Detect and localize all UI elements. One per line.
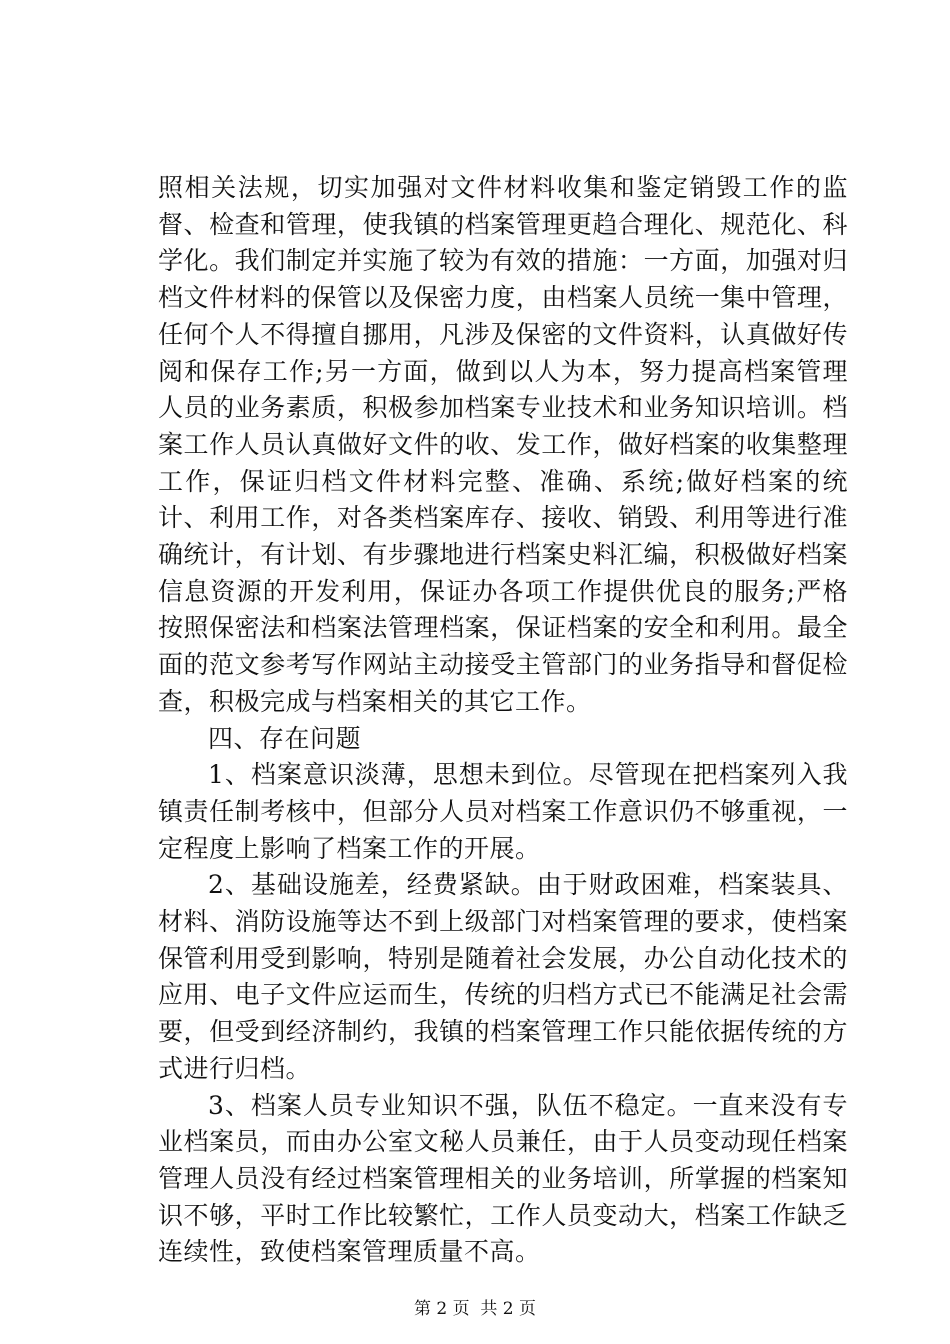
body-paragraph-continued: 照相关法规，切实加强对文件材料收集和鉴定销毁工作的监督、检查和管理，使我镇的档案管理更趋合理化、规范化、科学化。我们制定并实施了较为有效的措施：一方面，加强对归档文件材料的保管以及保密力度，由档案人员统一集中管理，任何个人不得擅自挪用，凡涉及保密的文件资料，认真做好传阅和保存工作;另一方面，做到以人为本，努力提高档案管理人员的业务素质，积极参加档案专业技术和业务知识培训。档案工作人员认真做好文件的收、发工作，做好档案的收集整理工作，保证归档文件材料完整、准确、系统;做好档案的统计、利用工作，对各类档案库存、接收、销毁、利用等进行准确统计，有计划、有步骤地进行档案史料汇编，积极做好档案信息资源的开发利用，保证办各项工作提供优良的服务;严格按照保密法和档案法管理档案，保证档案的安全和利用。最全面的范文参考写作网站主动接受主管部门的业务指导和督促检查，积极完成与档案相关的其它工作。 (158, 173, 848, 716)
problem-item-2: 2、基础设施差，经费紧缺。由于财政困难，档案装具、材料、消防设施等达不到上级部门对档案管理的要求，使档案保管利用受到影响，特别是随着社会发展，办公自动化技术的应用、电子文件应运而生，传统的归档方式已不能满足社会需要，但受到经济制约，我镇的档案管理工作只能依据传统的方式进行归档。 (158, 870, 848, 1083)
problem-item-3: 3、档案人员专业知识不强，队伍不稳定。一直来没有专业档案员，而由办公室文秘人员兼任，由于人员变动现任档案管理人员没有经过档案管理相关的业务培训，所掌握的档案知识不够，平时工作比较繁忙，工作人员变动大，档案工作缺乏连续性，致使档案管理质量不高。 (158, 1090, 848, 1267)
document-body (158, 170, 848, 1271)
page-number-label: 第 2 页 共 2 页 (413, 1299, 537, 1319)
problem-item-1: 1、档案意识淡薄，思想未到位。尽管现在把档案列入我镇责任制考核中，但部分人员对档案工作意识仍不够重视，一定程度上影响了档案工作的开展。 (158, 760, 848, 863)
page-footer (0, 1298, 950, 1320)
section-heading-existing-problems: 四、存在问题 (208, 723, 362, 753)
